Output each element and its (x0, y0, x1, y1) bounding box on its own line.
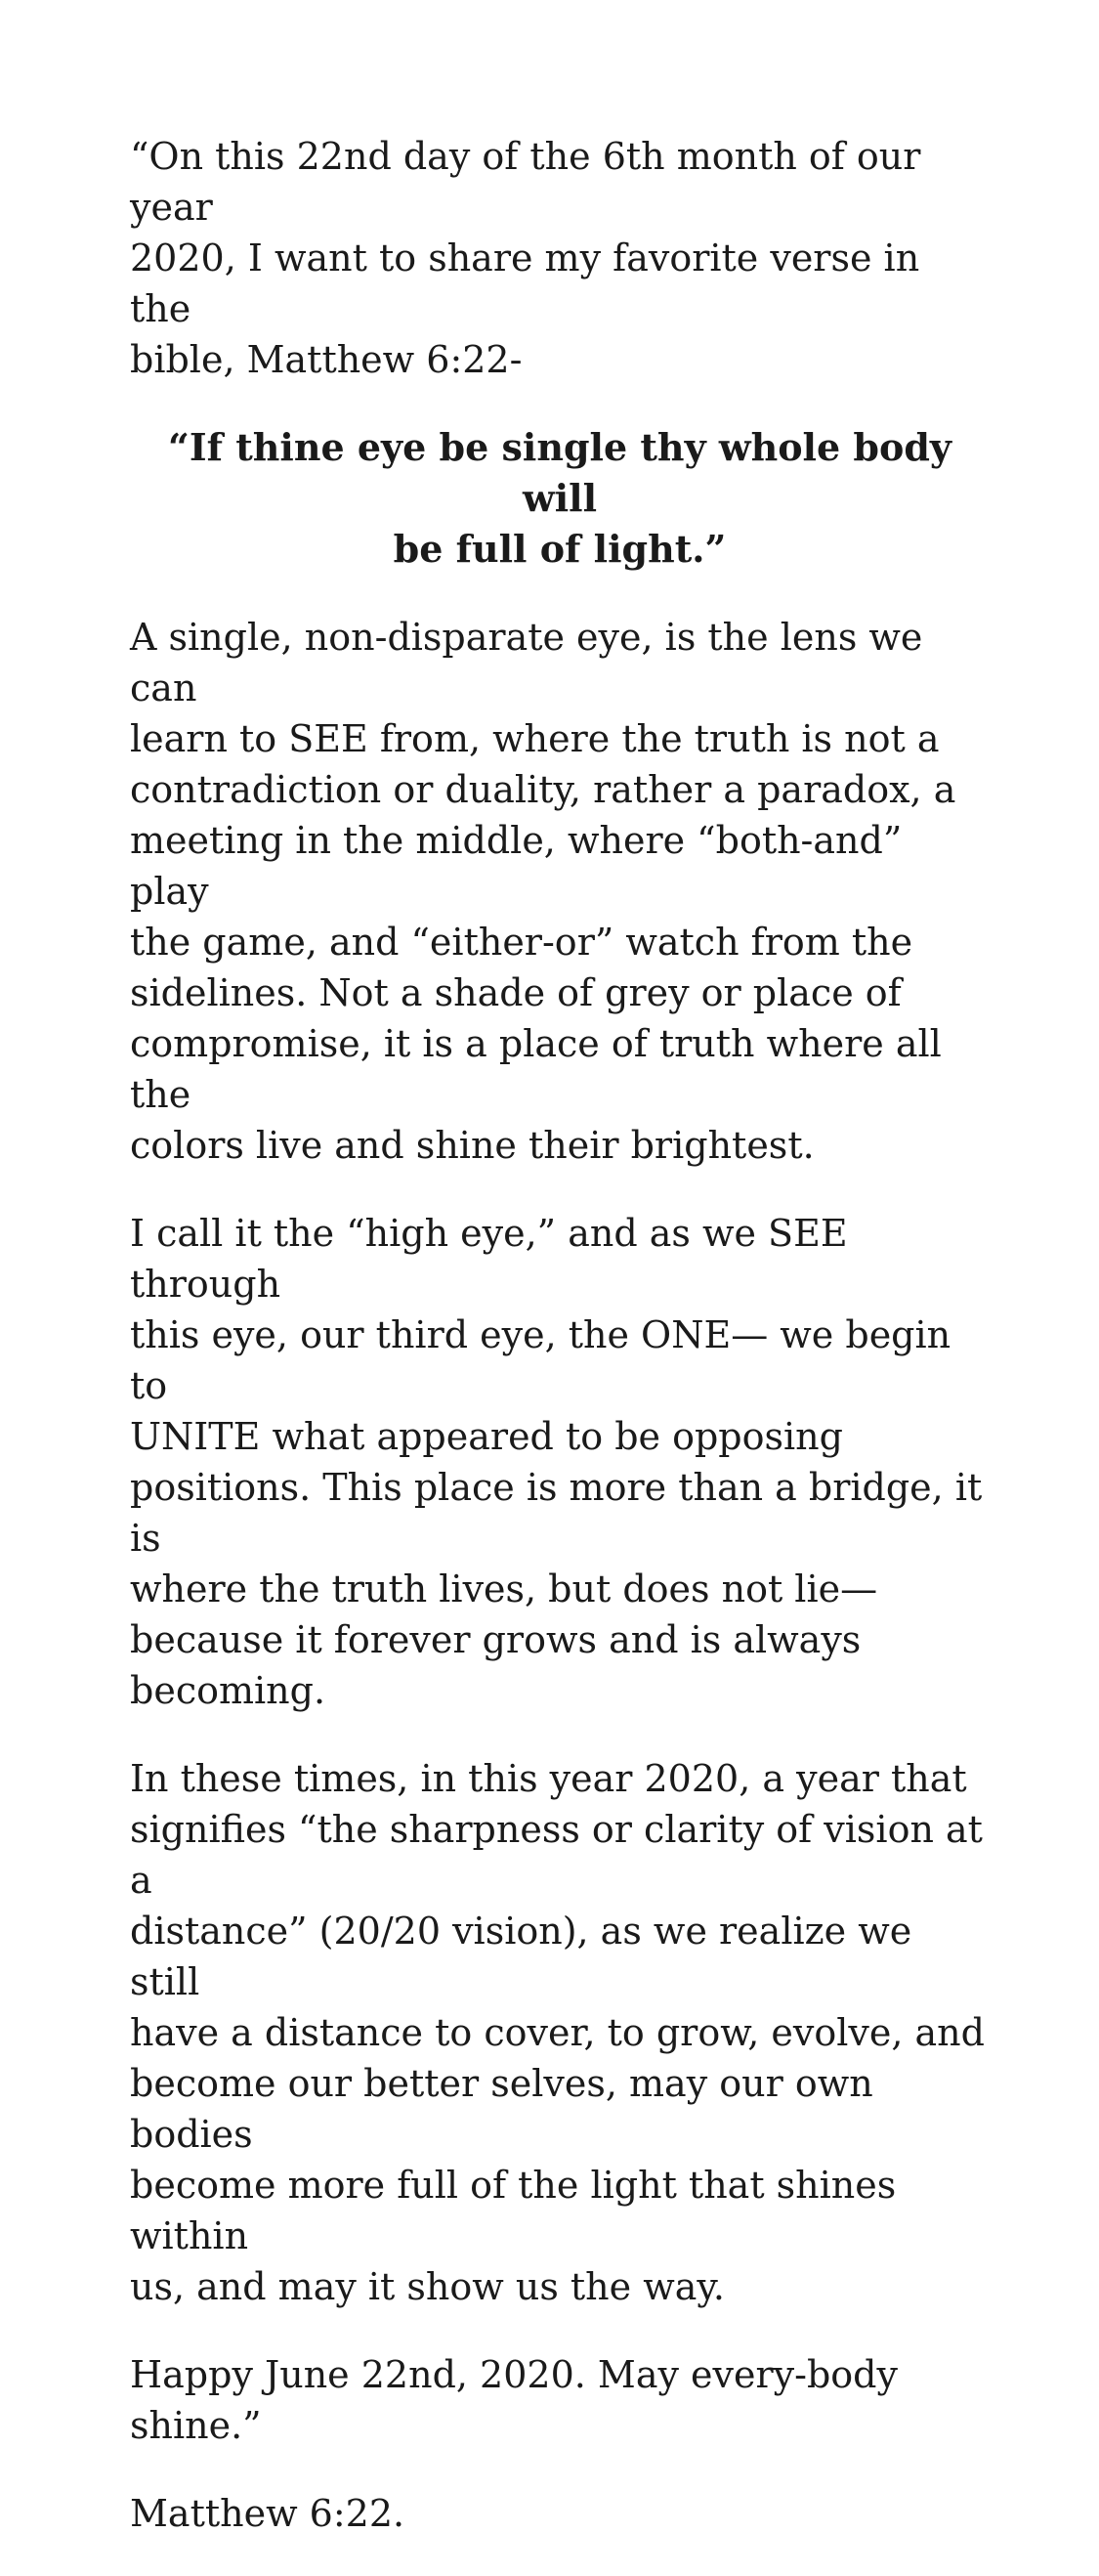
body-paragraph-1: A single, non-disparate eye, is the lens we can learn to SEE from, where the truth is not a contradiction or duality, rather a paradox, a meeting in the middle, where “both-and” play the game, and “either-or” watch from the sidelines. Not a shade of grey or place of compromise, it is a place of truth where all the colors live and shine their brightest. (130, 616, 956, 1167)
verse-quote: “If thine eye be single thy whole body will be full of light.” (168, 425, 951, 571)
signature-reference: Matthew 6:22. (130, 2492, 405, 2535)
intro-paragraph: “On this 22nd day of the 6th month of our year 2020, I want to share my favorite verse in the bible, Matthew 6:22- (130, 135, 921, 381)
closing-paragraph: Happy June 22nd, 2020. May every-body shine.” (130, 2353, 898, 2447)
body-paragraph-3: In these times, in this year 2020, a year that signifies “the sharpness or clarity of vision at a distance” (20/20 vision), as we realize we still have a distance to cover, to grow, evolve, and become our better selves, may our own bodies become more full of the light that shines within us, and may it show us the way. (130, 1757, 985, 2308)
document-page (130, 131, 990, 2576)
body-paragraph-2: I call it the “high eye,” and as we SEE through this eye, our third eye, the ONE— we begin to UNITE what appeared to be opposing positions. This place is more than a bridge, it is where the truth lives, but does not lie— because it forever grows and is always becoming. (130, 1212, 983, 1712)
